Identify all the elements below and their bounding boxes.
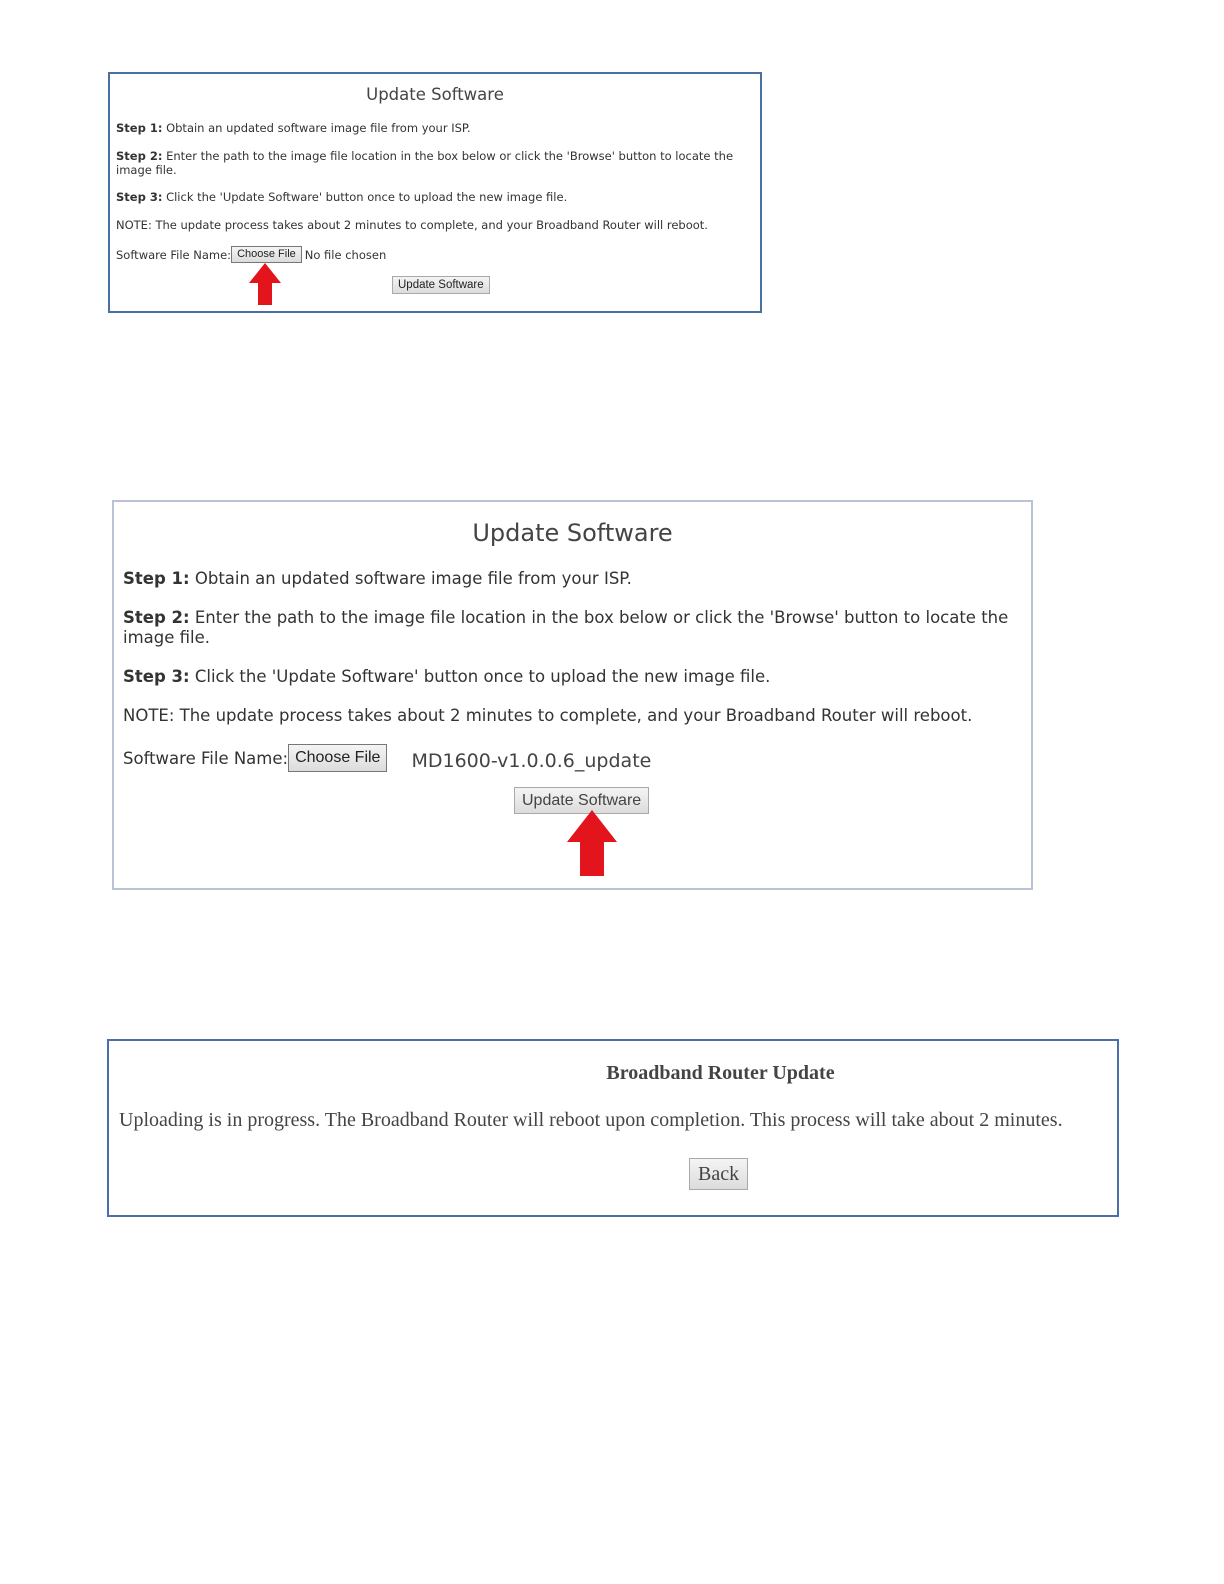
step-3-text: Click the 'Update Software' button once to upload the new image file. bbox=[162, 190, 568, 204]
step-1-label: Step 1: bbox=[123, 569, 190, 588]
step-3-label: Step 3: bbox=[116, 190, 163, 204]
step-3-text: Click the 'Update Software' button once to upload the new image file. bbox=[189, 667, 771, 686]
panel-title: Update Software bbox=[472, 519, 673, 547]
step-2-label: Step 2: bbox=[123, 608, 190, 627]
file-input-row bbox=[116, 246, 386, 263]
step-2-text: Enter the path to the image file location in the box below or click the 'Browse' button to locate the image file. bbox=[116, 149, 734, 177]
step-2-text: Enter the path to the image file location in the box below or click the 'Browse' button to locate the image file. bbox=[123, 608, 1009, 647]
panel-title: Broadband Router Update bbox=[606, 1062, 835, 1084]
step-1-label: Step 1: bbox=[116, 121, 163, 135]
broadband-router-update-panel bbox=[107, 1039, 1119, 1217]
upload-progress-message: Uploading is in progress. The Broadband Router will reboot upon completion. This process will take about 2 minutes. bbox=[119, 1109, 1063, 1131]
file-label: Software File Name: bbox=[116, 247, 232, 262]
step-2-label: Step 2: bbox=[116, 149, 163, 163]
step-2 bbox=[116, 149, 761, 177]
choose-file-button[interactable]: Choose File bbox=[288, 744, 387, 772]
step-1-text: Obtain an updated software image file from your ISP. bbox=[189, 569, 632, 588]
red-up-arrow-icon bbox=[566, 810, 618, 876]
update-software-button[interactable]: Update Software bbox=[514, 787, 649, 814]
step-1 bbox=[116, 121, 471, 135]
step-2 bbox=[123, 608, 1033, 648]
step-3-label: Step 3: bbox=[123, 667, 190, 686]
update-software-button[interactable]: Update Software bbox=[392, 276, 490, 294]
step-1 bbox=[123, 569, 632, 588]
file-name-value: MD1600-v1.0.0.6_update bbox=[411, 750, 652, 772]
update-software-panel-small bbox=[108, 72, 762, 313]
file-input-row bbox=[123, 744, 651, 772]
back-button[interactable]: Back bbox=[689, 1158, 748, 1190]
choose-file-button[interactable]: Choose File bbox=[231, 246, 302, 263]
file-name-value: No file chosen bbox=[304, 247, 387, 262]
panel-title: Update Software bbox=[366, 85, 504, 104]
file-label: Software File Name: bbox=[123, 748, 289, 768]
step-3 bbox=[123, 667, 770, 686]
step-3 bbox=[116, 190, 567, 204]
update-software-panel-large bbox=[112, 500, 1033, 890]
note-text: NOTE: The update process takes about 2 minutes to complete, and your Broadband Router will reboot. bbox=[123, 706, 973, 725]
step-1-text: Obtain an updated software image file from your ISP. bbox=[162, 121, 471, 135]
note-text: NOTE: The update process takes about 2 minutes to complete, and your Broadband Router will reboot. bbox=[116, 218, 708, 232]
red-up-arrow-icon bbox=[248, 263, 282, 305]
